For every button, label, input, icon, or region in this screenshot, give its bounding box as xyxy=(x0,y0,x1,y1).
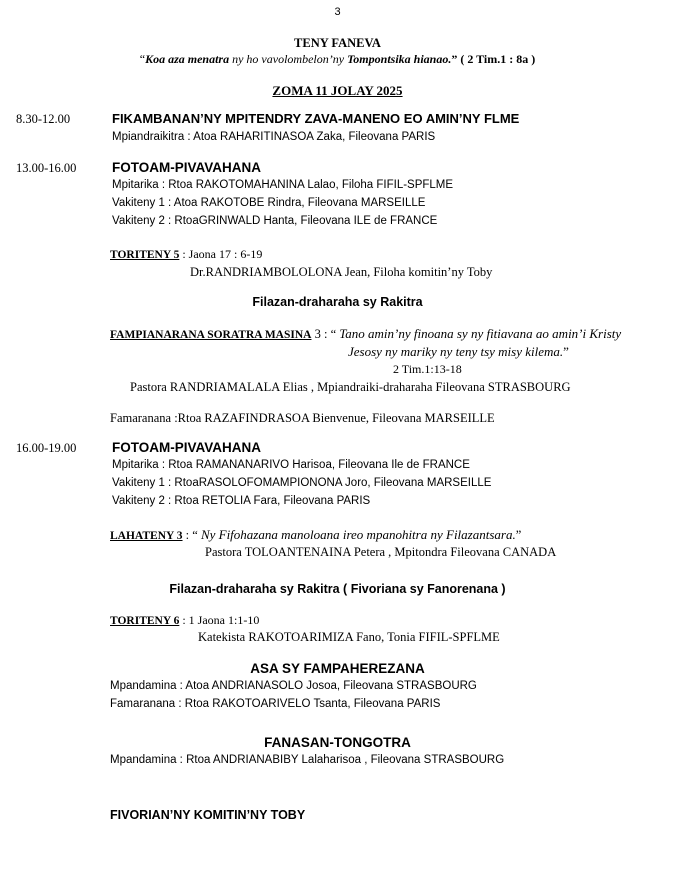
session-line: Vakiteny 1 : Atoa RAKOTOBE Rindra, Fileovana MARSEILLE xyxy=(112,197,426,209)
lahateny-label: LAHATENY 3 xyxy=(110,530,183,542)
quote-close: ” xyxy=(563,344,569,359)
sub-heading: Filazan-draharaha sy Rakitra xyxy=(252,295,423,309)
session-line: Mpitarika : Rtoa RAKOTOMAHANINA Lalao, Filoha FIFIL-SPFLME xyxy=(112,179,454,191)
fampianarana-quote-1: Tano amin’ny finoana sy ny fitiavana ao amin’i Kristy xyxy=(339,326,622,341)
fampianarana-line xyxy=(110,326,621,342)
session-title: FOTOAM-PIVAVAHANA xyxy=(112,440,261,455)
sub-heading: Filazan-draharaha sy Rakitra ( Fivoriana sy Fanorenana ) xyxy=(169,582,506,596)
toriteny-ref: : Jaona 17 : 6-19 xyxy=(179,247,263,261)
session-time: 16.00-19.00 xyxy=(16,441,77,455)
fanasan-title: FANASAN-TONGOTRA xyxy=(264,735,411,750)
session-time: 8.30-12.00 xyxy=(16,112,71,126)
teny-faneva-quote xyxy=(0,52,675,67)
asa-title: ASA SY FAMPAHEREZANA xyxy=(250,661,425,676)
date-heading: ZOMA 11 JOLAY 2025 xyxy=(272,83,403,98)
quote-open: “ xyxy=(139,52,146,66)
quote-part-a: Koa aza menatra xyxy=(145,52,230,66)
session-line: Vakiteny 2 : RtoaGRINWALD Hanta, Fileovana ILE de FRANCE xyxy=(112,215,438,227)
lahateny-prefix: : “ xyxy=(182,528,201,542)
session-title: FOTOAM-PIVAVAHANA xyxy=(112,160,261,175)
toriteny-speaker: Dr.RANDRIAMBOLOLONA Jean, Filoha komitin’ny Toby xyxy=(190,265,493,279)
page-number: 3 xyxy=(334,6,341,18)
fampianarana-ref: 2 Tim.1:13-18 xyxy=(393,362,462,376)
fampianarana-speaker: Pastora RANDRIAMALALA Elias , Mpiandraiki-draharaha Fileovana STRASBOURG xyxy=(130,380,571,394)
toriteny-speaker: Katekista RAKOTOARIMIZA Fano, Tonia FIFIL-SPFLME xyxy=(198,630,500,644)
session-title: FIKAMBANAN’NY MPITENDRY ZAVA-MANENO EO AMIN’NY FLME xyxy=(112,111,520,126)
session-time: 13.00-16.00 xyxy=(16,161,77,175)
quote-close: ” ( 2 Tim.1 : 8a ) xyxy=(451,52,536,66)
asa-line: Mpandamina : Atoa ANDRIANASOLO Josoa, Fileovana STRASBOURG xyxy=(110,680,477,692)
quote-part-c: Tompontsika hianao. xyxy=(347,52,452,66)
lahateny-quote: Ny Fifohazana manoloana ireo mpanohitra ny Filazantsara. xyxy=(200,527,516,542)
session-line: Vakiteny 1 : RtoaRASOLOFOMAMPIONONA Joro, Fileovana MARSEILLE xyxy=(112,477,492,489)
session-line: Mpiandraikitra : Atoa RAHARITINASOA Zaka, Fileovana PARIS xyxy=(112,131,436,143)
asa-line: Famaranana : Rtoa RAKOTOARIVELO Tsanta, Fileovana PARIS xyxy=(110,698,441,710)
lahateny-line xyxy=(110,527,521,543)
quote-text: Jesosy ny mariky ny teny tsy misy kilema. xyxy=(348,344,564,359)
toriteny-line xyxy=(110,247,262,262)
toriteny-label: TORITENY 6 xyxy=(110,615,180,627)
quote-part-b: ny ho vavolombelon’ny xyxy=(229,52,348,66)
quote-close: ” xyxy=(515,528,522,542)
toriteny-ref: : 1 Jaona 1:1-10 xyxy=(179,613,260,627)
session-line: Mpitarika : Rtoa RAMANANARIVO Harisoa, Fileovana Ile de FRANCE xyxy=(112,459,470,471)
fampianarana-num: 3 : “ xyxy=(311,327,340,341)
fivorian-heading: FIVORIAN’NY KOMITIN’NY TOBY xyxy=(110,808,306,822)
toriteny-label: TORITENY 5 xyxy=(110,249,180,261)
fampianarana-quote-2 xyxy=(348,344,569,360)
teny-faneva-title: TENY FANEVA xyxy=(294,36,381,50)
fampianarana-label: FAMPIANARANA SORATRA MASINA xyxy=(110,329,312,341)
toriteny-line xyxy=(110,613,259,628)
famaranana-line: Famaranana :Rtoa RAZAFINDRASOA Bienvenue, Fileovana MARSEILLE xyxy=(110,411,495,425)
session-line: Vakiteny 2 : Rtoa RETOLIA Fara, Fileovana PARIS xyxy=(112,495,371,507)
fanasan-line: Mpandamina : Rtoa ANDRIANABIBY Lalaharisoa , Fileovana STRASBOURG xyxy=(110,754,505,766)
lahateny-speaker: Pastora TOLOANTENAINA Petera , Mpitondra Fileovana CANADA xyxy=(205,545,557,559)
